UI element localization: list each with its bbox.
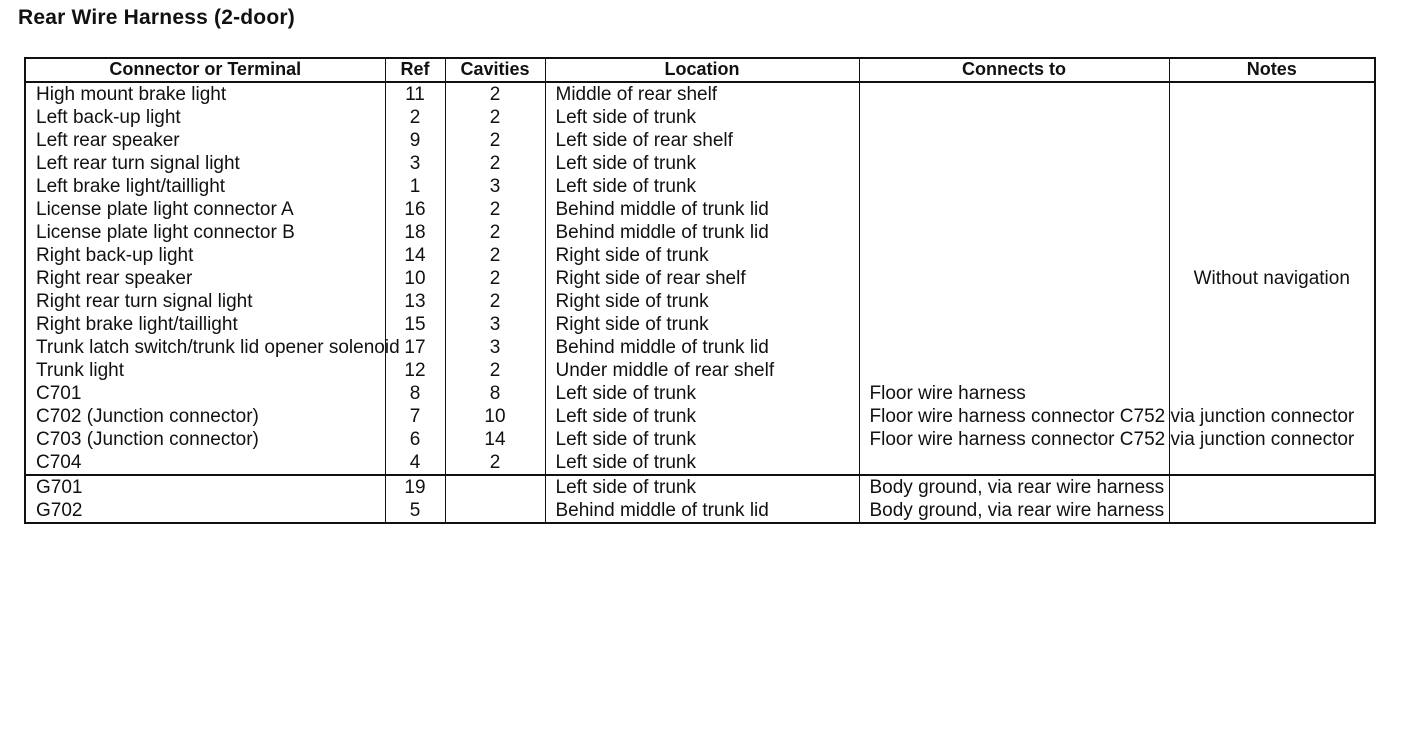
cell-ref: 9 (385, 129, 445, 152)
cell-ref: 14 (385, 244, 445, 267)
cell-cavities: 2 (445, 221, 545, 244)
table-row (25, 475, 1375, 499)
cell-location: Behind middle of trunk lid (545, 336, 859, 359)
cell-location: Left side of trunk (545, 152, 859, 175)
cell-connector: Left brake light/taillight (25, 175, 385, 198)
cell-cavities: 3 (445, 313, 545, 336)
cell-location: Right side of rear shelf (545, 267, 859, 290)
cell-ref: 16 (385, 198, 445, 221)
cell-ref: 17 (385, 336, 445, 359)
cell-location: Behind middle of trunk lid (545, 221, 859, 244)
cell-connects-to (859, 451, 1169, 475)
cell-ref: 8 (385, 382, 445, 405)
cell-location: Left side of rear shelf (545, 129, 859, 152)
cell-cavities: 2 (445, 129, 545, 152)
cell-connects-to (859, 82, 1169, 382)
cell-cavities: 2 (445, 290, 545, 313)
cell-cavities: 2 (445, 451, 545, 475)
cell-cavities: 2 (445, 152, 545, 175)
cell-connects-to: Body ground, via rear wire harness (859, 475, 1169, 499)
header-connector: Connector or Terminal (25, 58, 385, 82)
header-location: Location (545, 58, 859, 82)
cell-location: Right side of trunk (545, 290, 859, 313)
cell-cavities: 3 (445, 175, 545, 198)
cell-cavities: 14 (445, 428, 545, 451)
cell-connector: G701 (25, 475, 385, 499)
cell-ref: 3 (385, 152, 445, 175)
header-ref: Ref (385, 58, 445, 82)
table-row (25, 405, 1375, 428)
cell-ref: 4 (385, 451, 445, 475)
cell-notes (1169, 475, 1375, 523)
cell-connects-to: Floor wire harness connector C752 via junction connector (859, 405, 1169, 428)
page-title: Rear Wire Harness (2-door) (18, 6, 295, 29)
cell-cavities: 8 (445, 382, 545, 405)
cell-connects-to: Body ground, via rear wire harness (859, 499, 1169, 523)
cell-connector: Right back-up light (25, 244, 385, 267)
cell-ref: 5 (385, 499, 445, 523)
cell-location: Left side of trunk (545, 106, 859, 129)
cell-connector: C702 (Junction connector) (25, 405, 385, 428)
cell-connector: Right rear speaker (25, 267, 385, 290)
cell-connector: Trunk light (25, 359, 385, 382)
cell-connector: Left rear speaker (25, 129, 385, 152)
cell-location: Left side of trunk (545, 428, 859, 451)
cell-ref: 10 (385, 267, 445, 290)
harness-table (24, 57, 1376, 524)
cell-location: Left side of trunk (545, 175, 859, 198)
cell-connector: License plate light connector B (25, 221, 385, 244)
cell-connector: Right rear turn signal light (25, 290, 385, 313)
cell-location: Right side of trunk (545, 244, 859, 267)
cell-cavities: 2 (445, 359, 545, 382)
cell-cavities: 2 (445, 244, 545, 267)
cell-cavities: 2 (445, 106, 545, 129)
cell-ref: 7 (385, 405, 445, 428)
cell-ref: 18 (385, 221, 445, 244)
cell-connector: Trunk latch switch/trunk lid opener solenoid (25, 336, 385, 359)
cell-location: Left side of trunk (545, 382, 859, 405)
cell-connects-to: Floor wire harness (859, 382, 1169, 405)
cell-location: Behind middle of trunk lid (545, 198, 859, 221)
cell-ref: 6 (385, 428, 445, 451)
table-row (25, 428, 1375, 451)
cell-cavities: 2 (445, 82, 545, 106)
cell-cavities: 2 (445, 198, 545, 221)
cell-cavities (445, 475, 545, 499)
cell-connector: Right brake light/taillight (25, 313, 385, 336)
table-row (25, 82, 1375, 106)
cell-ref: 11 (385, 82, 445, 106)
cell-connector: Left back-up light (25, 106, 385, 129)
cell-cavities: 10 (445, 405, 545, 428)
cell-connector: C703 (Junction connector) (25, 428, 385, 451)
cell-connector: C704 (25, 451, 385, 475)
cell-notes: Without navigation (1169, 82, 1375, 475)
cell-connects-to: Floor wire harness connector C752 via junction connector (859, 428, 1169, 451)
cell-location: Left side of trunk (545, 475, 859, 499)
cell-ref: 13 (385, 290, 445, 313)
cell-connector: High mount brake light (25, 82, 385, 106)
header-connects-to: Connects to (859, 58, 1169, 82)
cell-location: Right side of trunk (545, 313, 859, 336)
cell-ref: 1 (385, 175, 445, 198)
cell-connector: G702 (25, 499, 385, 523)
cell-location: Left side of trunk (545, 451, 859, 475)
cell-location: Behind middle of trunk lid (545, 499, 859, 523)
cell-location: Middle of rear shelf (545, 82, 859, 106)
cell-connector: License plate light connector A (25, 198, 385, 221)
header-notes: Notes (1169, 58, 1375, 82)
cell-ref: 12 (385, 359, 445, 382)
cell-ref: 19 (385, 475, 445, 499)
header-cavities: Cavities (445, 58, 545, 82)
cell-location: Under middle of rear shelf (545, 359, 859, 382)
cell-cavities: 3 (445, 336, 545, 359)
cell-location: Left side of trunk (545, 405, 859, 428)
cell-cavities: 2 (445, 267, 545, 290)
cell-connector: Left rear turn signal light (25, 152, 385, 175)
header-row (25, 58, 1375, 82)
cell-cavities (445, 499, 545, 523)
cell-connector: C701 (25, 382, 385, 405)
cell-ref: 15 (385, 313, 445, 336)
cell-ref: 2 (385, 106, 445, 129)
